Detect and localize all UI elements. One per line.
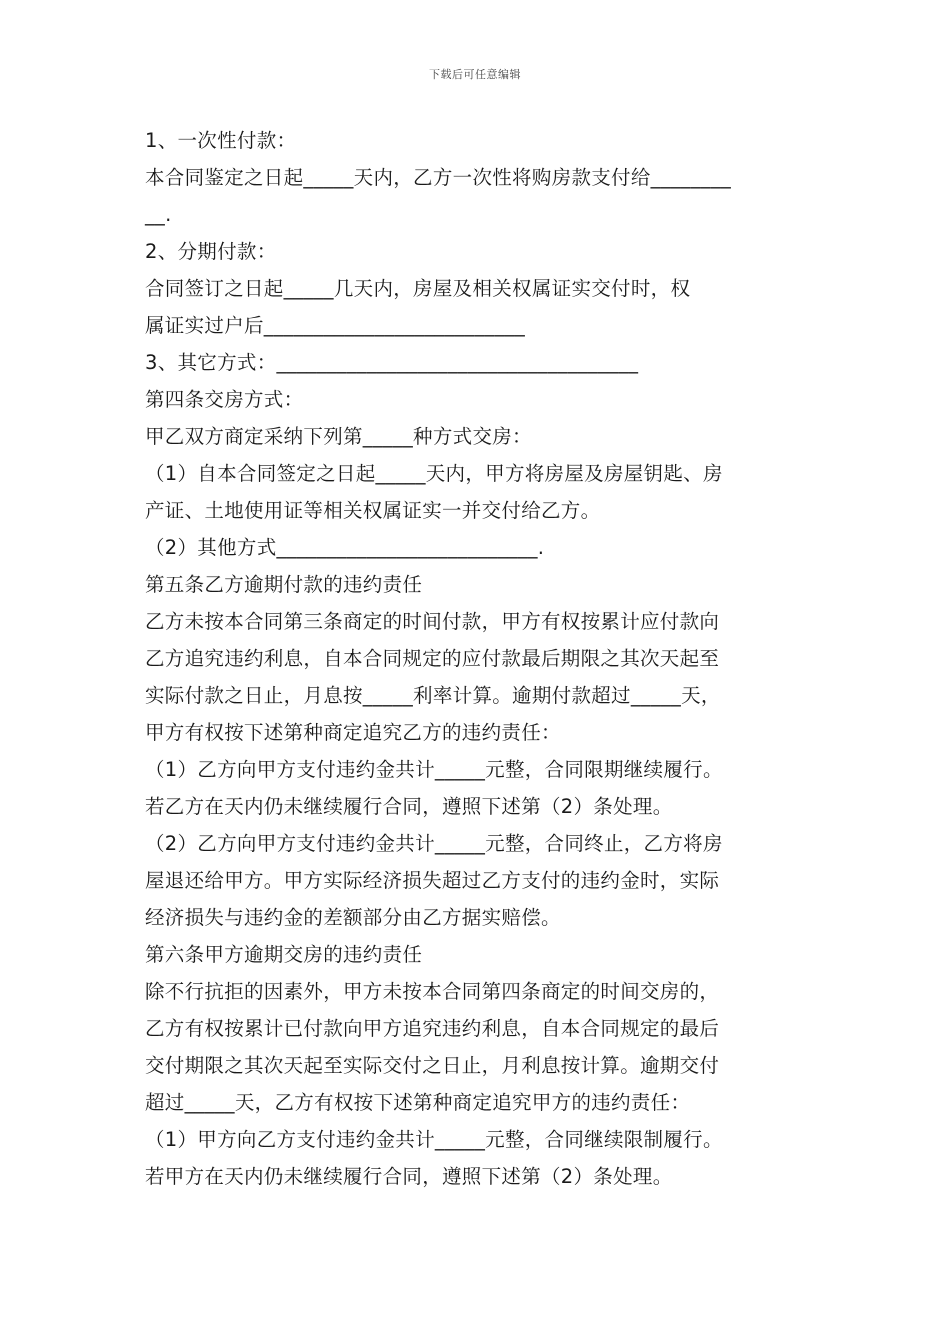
page-header: 下载后可任意编辑 [429, 68, 521, 81]
text-line: 屋退还给甲方。甲方实际经济损失超过乙方支付的违约金时，实际 [145, 869, 720, 892]
text-line: 属证实过户后__________________________ [145, 314, 526, 337]
text-line: 第六条甲方逾期交房的违约责任 [145, 943, 423, 966]
text-line: 经济损失与违约金的差额部分由乙方据实赔偿。 [145, 906, 561, 929]
text-line: 若乙方在天内仍未继续履行合同，遵照下述第（2）条处理。 [145, 795, 673, 818]
text-line: （2）乙方向甲方支付违约金共计_____元整，合同终止，乙方将房 [145, 832, 723, 855]
text-line: 1、一次性付款： [145, 129, 297, 152]
text-line: （2）其他方式__________________________. [145, 536, 545, 559]
text-line: 合同签订之日起_____几天内，房屋及相关权属证实交付时，权 [145, 277, 691, 300]
text-line: 乙方有权按累计已付款向甲方追究违约利息，自本合同规定的最后 [145, 1017, 720, 1040]
text-line: 3、其它方式：____________________________________ [145, 351, 639, 374]
document-body [145, 122, 815, 1195]
text-line: （1）自本合同签定之日起_____天内，甲方将房屋及房屋钥匙、房 [145, 462, 723, 485]
text-line: 除不行抗拒的因素外，甲方未按本合同第四条商定的时间交房的， [145, 980, 720, 1003]
text-line: 产证、土地使用证等相关权属证实一并交付给乙方。 [145, 499, 601, 522]
text-line: 2、分期付款： [145, 240, 277, 263]
text-line: 实际付款之日止，月息按_____利率计算。逾期付款超过_____天， [145, 684, 721, 707]
text-line: 交付期限之其次天起至实际交付之日止，月利息按计算。逾期交付 [145, 1054, 720, 1077]
text-line: 超过_____天，乙方有权按下述第种商定追究甲方的违约责任： [145, 1091, 691, 1114]
text-line: 第五条乙方逾期付款的违约责任 [145, 573, 423, 596]
text-line: 乙方追究违约利息，自本合同规定的应付款最后期限之其次天起至 [145, 647, 720, 670]
text-line: （1）乙方向甲方支付违约金共计_____元整，合同限期继续履行。 [145, 758, 723, 781]
text-line: 本合同鉴定之日起_____天内，乙方一次性将购房款支付给________ [145, 166, 732, 189]
text-line: （1）甲方向乙方支付违约金共计_____元整，合同继续限制履行。 [145, 1128, 723, 1151]
text-line: 甲方有权按下述第种商定追究乙方的违约责任： [145, 721, 561, 744]
text-line: 乙方未按本合同第三条商定的时间付款，甲方有权按累计应付款向 [145, 610, 720, 633]
text-line: 第四条交房方式： [145, 388, 304, 411]
text-line: __. [145, 203, 172, 226]
text-line: 甲乙双方商定采纳下列第_____种方式交房： [145, 425, 532, 448]
text-line: 若甲方在天内仍未继续履行合同，遵照下述第（2）条处理。 [145, 1165, 673, 1188]
